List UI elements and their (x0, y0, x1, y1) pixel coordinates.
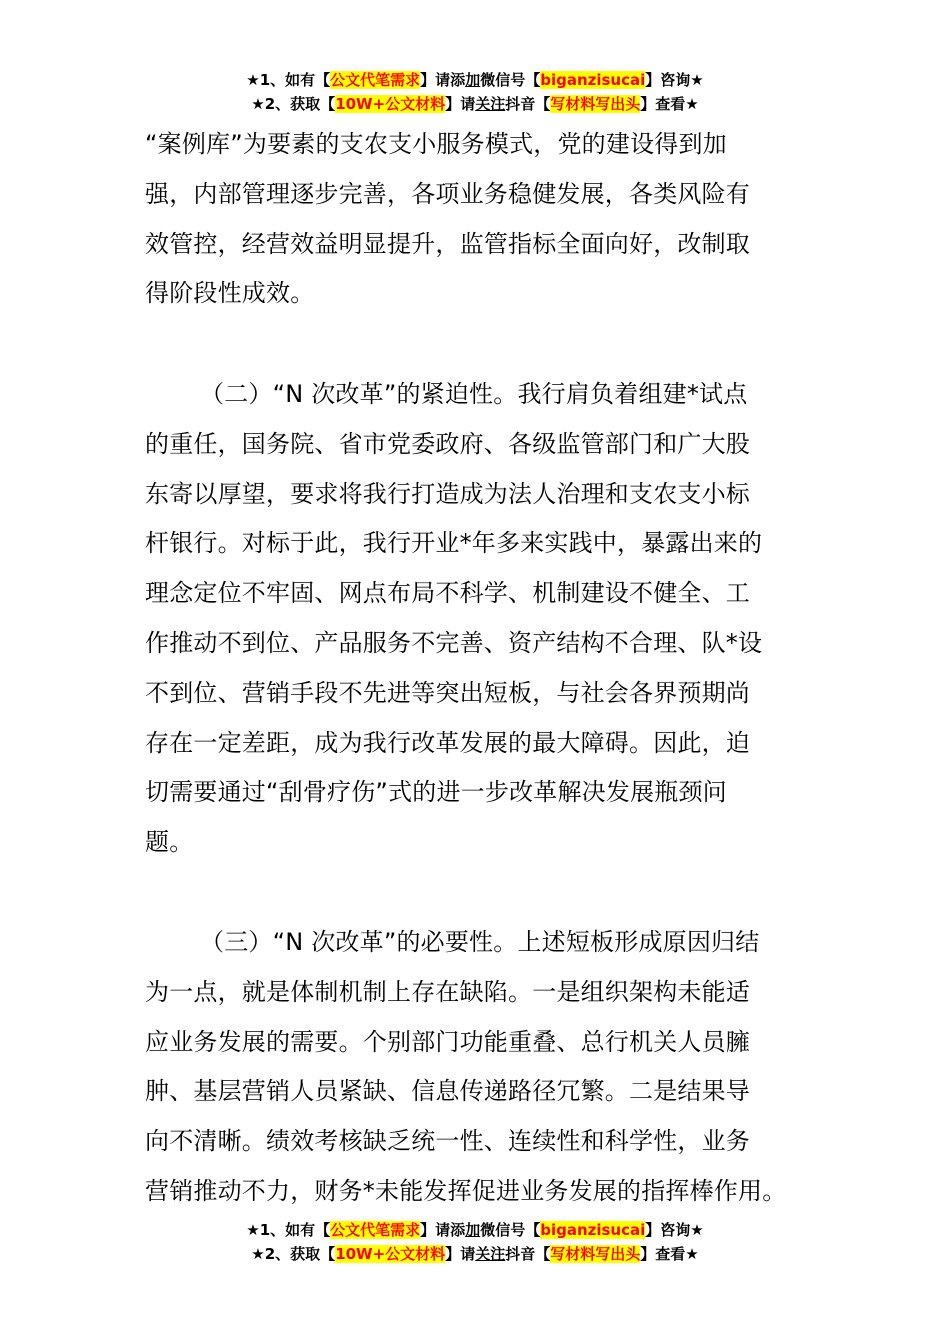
paragraph-urgency (145, 370, 813, 868)
footer-banner (0, 1218, 950, 1266)
banner-text: 】咨询★ (645, 1221, 704, 1239)
text-line: 向不清晰。绩效考核缺乏统一性、连续性和科学性，业务 (145, 1127, 750, 1156)
text-line: 切需要通过“刮骨疗伤”式的进一步改革解决发展瓶颈问 (145, 778, 727, 807)
text-line: 存在一定差距，成为我行改革发展的最大障碍。因此，迫 (145, 728, 750, 757)
underlined-text: 关注 (475, 95, 506, 113)
douyin-id-highlight: 写材料写出头 (550, 1245, 641, 1263)
text-line: 理念定位不牢固、网点布局不科学、机制建设不健全、工 (145, 579, 750, 608)
paragraph-continuation (145, 120, 813, 319)
text-line: 题。 (145, 828, 194, 857)
wechat-id-highlight: biganzisucai (540, 1221, 646, 1239)
banner-text: ★1、如有【 (246, 1221, 331, 1239)
underlined-text: 加 (465, 71, 481, 89)
banner-text: 】请添 (420, 71, 466, 89)
text-line: “案例库”为要素的支农支小服务模式，党的建设得到加 (145, 130, 727, 158)
highlight-text: 公文代笔需求 (330, 1221, 421, 1239)
text-line: 的重任，国务院、省市党委政府、各级监管部门和广大股 (145, 429, 750, 458)
header-banner (0, 68, 950, 116)
text-line: （三）“N 次改革”的必要性。上述短板形成原因归结 (200, 928, 760, 956)
text-line: （二）“N 次改革”的紧迫性。我行肩负着组建*试点 (200, 380, 748, 408)
banner-text: 】咨询★ (645, 71, 704, 89)
wechat-id-highlight: biganzisucai (540, 71, 646, 89)
text-line: 东寄以厚望，要求将我行打造成为法人治理和支农支小标 (145, 479, 750, 508)
douyin-id-highlight: 写材料写出头 (550, 95, 641, 113)
text-line: 得阶段性成效。 (145, 279, 315, 308)
underlined-text: 加 (465, 1221, 481, 1239)
text-line: 杆银行。对标于此，我行开业*年多来实践中，暴露出来的 (145, 529, 763, 558)
banner-text: 微信号【 (480, 71, 541, 89)
text-line: 强，内部管理逐步完善，各项业务稳健发展，各类风险有 (145, 179, 750, 208)
banner-line-2 (0, 1242, 950, 1266)
text-line: 效管控，经营效益明显提升，监管指标全面向好，改制取 (145, 229, 750, 258)
banner-text: ★2、获取【 (251, 95, 336, 113)
banner-text: 】请添 (420, 1221, 466, 1239)
banner-text: 】查看★ (640, 95, 699, 113)
highlight-text: 10W+公文材料 (335, 1245, 446, 1263)
banner-text: 】请 (445, 95, 476, 113)
banner-text: 】请 (445, 1245, 476, 1263)
banner-text: ★1、如有【 (246, 71, 331, 89)
banner-text: 抖音【 (505, 95, 551, 113)
banner-line-2 (0, 92, 950, 116)
highlight-text: 10W+公文材料 (335, 95, 446, 113)
text-line: 肿、基层营销人员紧缺、信息传递路径冗繁。二是结果导 (145, 1077, 750, 1106)
text-line: 作推动不到位、产品服务不完善、资产结构不合理、队*设 (145, 628, 763, 657)
banner-line-1 (0, 68, 950, 92)
text-line: 应业务发展的需要。个别部门功能重叠、总行机关人员臃 (145, 1027, 750, 1056)
banner-text: 】查看★ (640, 1245, 699, 1263)
banner-text: ★2、获取【 (251, 1245, 336, 1263)
text-line: 营销推动不力，财务*未能发挥促进业务发展的指挥棒作用。 (145, 1176, 787, 1205)
text-line: 不到位、营销手段不先进等突出短板，与社会各界预期尚 (145, 678, 750, 707)
banner-line-1 (0, 1218, 950, 1242)
paragraph-necessity (145, 918, 813, 1217)
highlight-text: 公文代笔需求 (330, 71, 421, 89)
banner-text: 抖音【 (505, 1245, 551, 1263)
banner-text: 微信号【 (480, 1221, 541, 1239)
underlined-text: 关注 (475, 1245, 506, 1263)
text-line: 为一点，就是体制机制上存在缺陷。一是组织架构未能适 (145, 977, 750, 1006)
